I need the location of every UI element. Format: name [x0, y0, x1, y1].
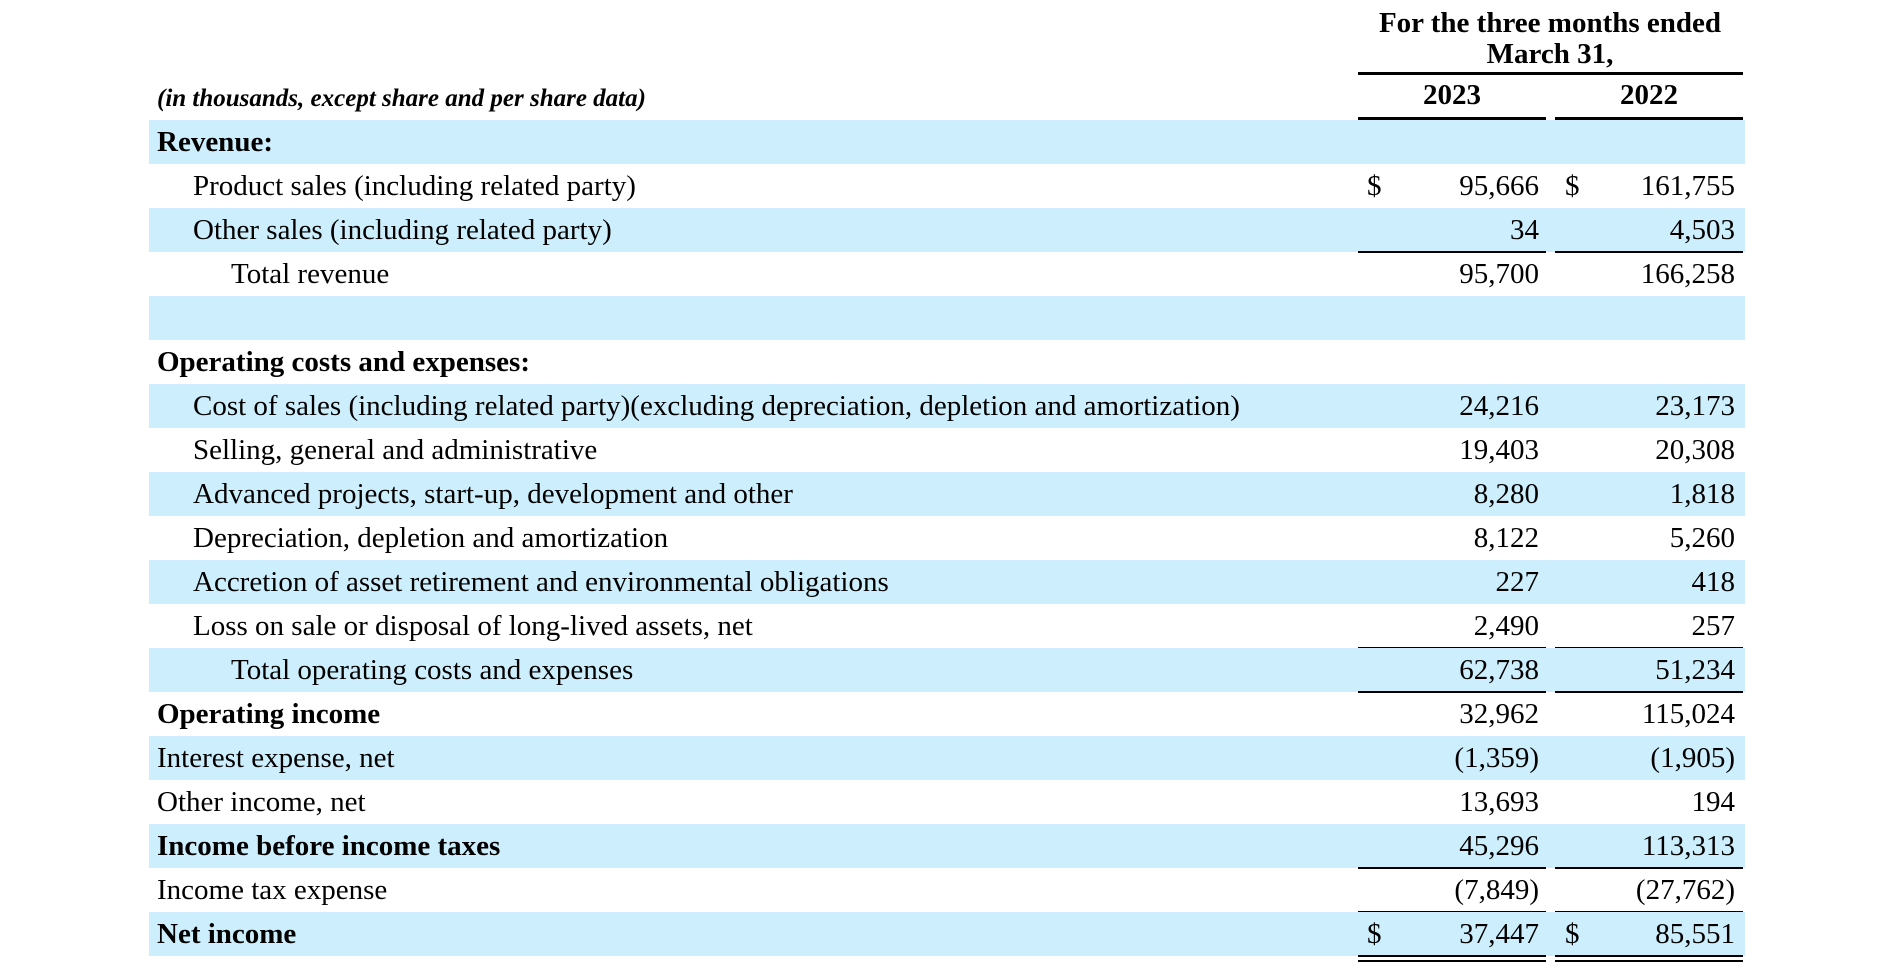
- table-row: [149, 208, 1745, 252]
- value-2022: 20,308: [1655, 434, 1735, 466]
- table-row: [149, 296, 1745, 340]
- value-2023: (7,849): [1454, 874, 1539, 906]
- table-row: [149, 164, 1745, 208]
- table-row: [149, 120, 1745, 164]
- period-header-line1: For the three months ended: [1378, 7, 1722, 39]
- value-2023: 13,693: [1459, 786, 1539, 818]
- row-label: Selling, general and administrative: [193, 434, 598, 466]
- table-row: [149, 384, 1745, 428]
- value-2022: 4,503: [1669, 214, 1735, 246]
- table-row: [149, 252, 1745, 296]
- value-2022: 166,258: [1640, 258, 1735, 290]
- value-2023: 32,962: [1459, 698, 1539, 730]
- row-label: Other sales (including related party): [193, 214, 612, 246]
- row-label: Accretion of asset retirement and environmental obligations: [193, 566, 889, 598]
- value-2022: (1,905): [1650, 742, 1735, 774]
- table-row: [149, 428, 1745, 472]
- value-2023: 8,280: [1473, 478, 1539, 510]
- row-label: Operating income: [157, 698, 381, 730]
- currency-symbol-2023: $: [1367, 918, 1382, 950]
- value-2022: (27,762): [1635, 874, 1735, 906]
- currency-symbol-2023: $: [1367, 170, 1382, 202]
- value-2022: 257: [1691, 610, 1735, 642]
- value-2023: 8,122: [1473, 522, 1539, 554]
- value-2023: 24,216: [1459, 390, 1539, 422]
- row-label: Revenue:: [157, 126, 273, 158]
- row-label: Interest expense, net: [157, 742, 395, 774]
- units-note: (in thousands, except share and per share data): [157, 85, 646, 112]
- table-row: [149, 780, 1745, 824]
- table-row: [149, 472, 1745, 516]
- column-header-2022: 2022: [1620, 79, 1678, 111]
- table-row: [149, 340, 1745, 384]
- value-2022: 194: [1691, 786, 1735, 818]
- table-row: [149, 824, 1745, 868]
- row-label: Income tax expense: [157, 874, 388, 906]
- row-label: Other income, net: [157, 786, 366, 818]
- value-2023: 19,403: [1459, 434, 1539, 466]
- value-2023: 95,700: [1459, 258, 1539, 290]
- value-2022: 85,551: [1655, 918, 1735, 950]
- value-2023: 227: [1495, 566, 1539, 598]
- row-label: Total revenue: [231, 258, 390, 290]
- value-2022: 51,234: [1655, 654, 1735, 686]
- row-label: Net income: [157, 918, 297, 950]
- table-row: [149, 692, 1745, 736]
- row-label: Cost of sales (including related party)(excluding depreciation, depletion and amortization): [193, 390, 1240, 422]
- table-row: [149, 604, 1745, 648]
- value-2023: 34: [1510, 214, 1539, 246]
- value-2023: 95,666: [1459, 170, 1539, 202]
- value-2023: 45,296: [1459, 830, 1539, 862]
- row-label: Advanced projects, start-up, development and other: [193, 478, 793, 510]
- value-2023: 2,490: [1473, 610, 1539, 642]
- row-label: Income before income taxes: [157, 830, 501, 862]
- total-double-rule-2023: [1358, 955, 1546, 962]
- period-header-line2: March 31,: [1486, 38, 1614, 70]
- table-row: [149, 868, 1745, 912]
- table-row: [149, 648, 1745, 692]
- value-2023: 37,447: [1459, 918, 1539, 950]
- value-2022: 115,024: [1641, 698, 1735, 730]
- value-2022: 161,755: [1640, 170, 1735, 202]
- table-row: [149, 912, 1745, 956]
- value-2022: 5,260: [1669, 522, 1735, 554]
- column-header-2023: 2023: [1423, 79, 1481, 111]
- table-row: [149, 736, 1745, 780]
- row-label: Loss on sale or disposal of long-lived assets, net: [193, 610, 753, 642]
- currency-symbol-2022: $: [1565, 170, 1580, 202]
- table-row: [149, 516, 1745, 560]
- value-2022: 113,313: [1641, 830, 1735, 862]
- value-2022: 1,818: [1669, 478, 1735, 510]
- value-2023: (1,359): [1454, 742, 1539, 774]
- total-double-rule-2022: [1555, 955, 1743, 962]
- currency-symbol-2022: $: [1565, 918, 1580, 950]
- row-label: Total operating costs and expenses: [231, 654, 634, 686]
- value-2023: 62,738: [1459, 654, 1539, 686]
- row-label: Product sales (including related party): [193, 170, 636, 202]
- table-row: [149, 560, 1745, 604]
- row-label: Operating costs and expenses:: [157, 346, 530, 378]
- row-label: Depreciation, depletion and amortization: [193, 522, 669, 554]
- period-header-rule: [1358, 72, 1743, 75]
- value-2022: 418: [1691, 566, 1735, 598]
- value-2022: 23,173: [1655, 390, 1735, 422]
